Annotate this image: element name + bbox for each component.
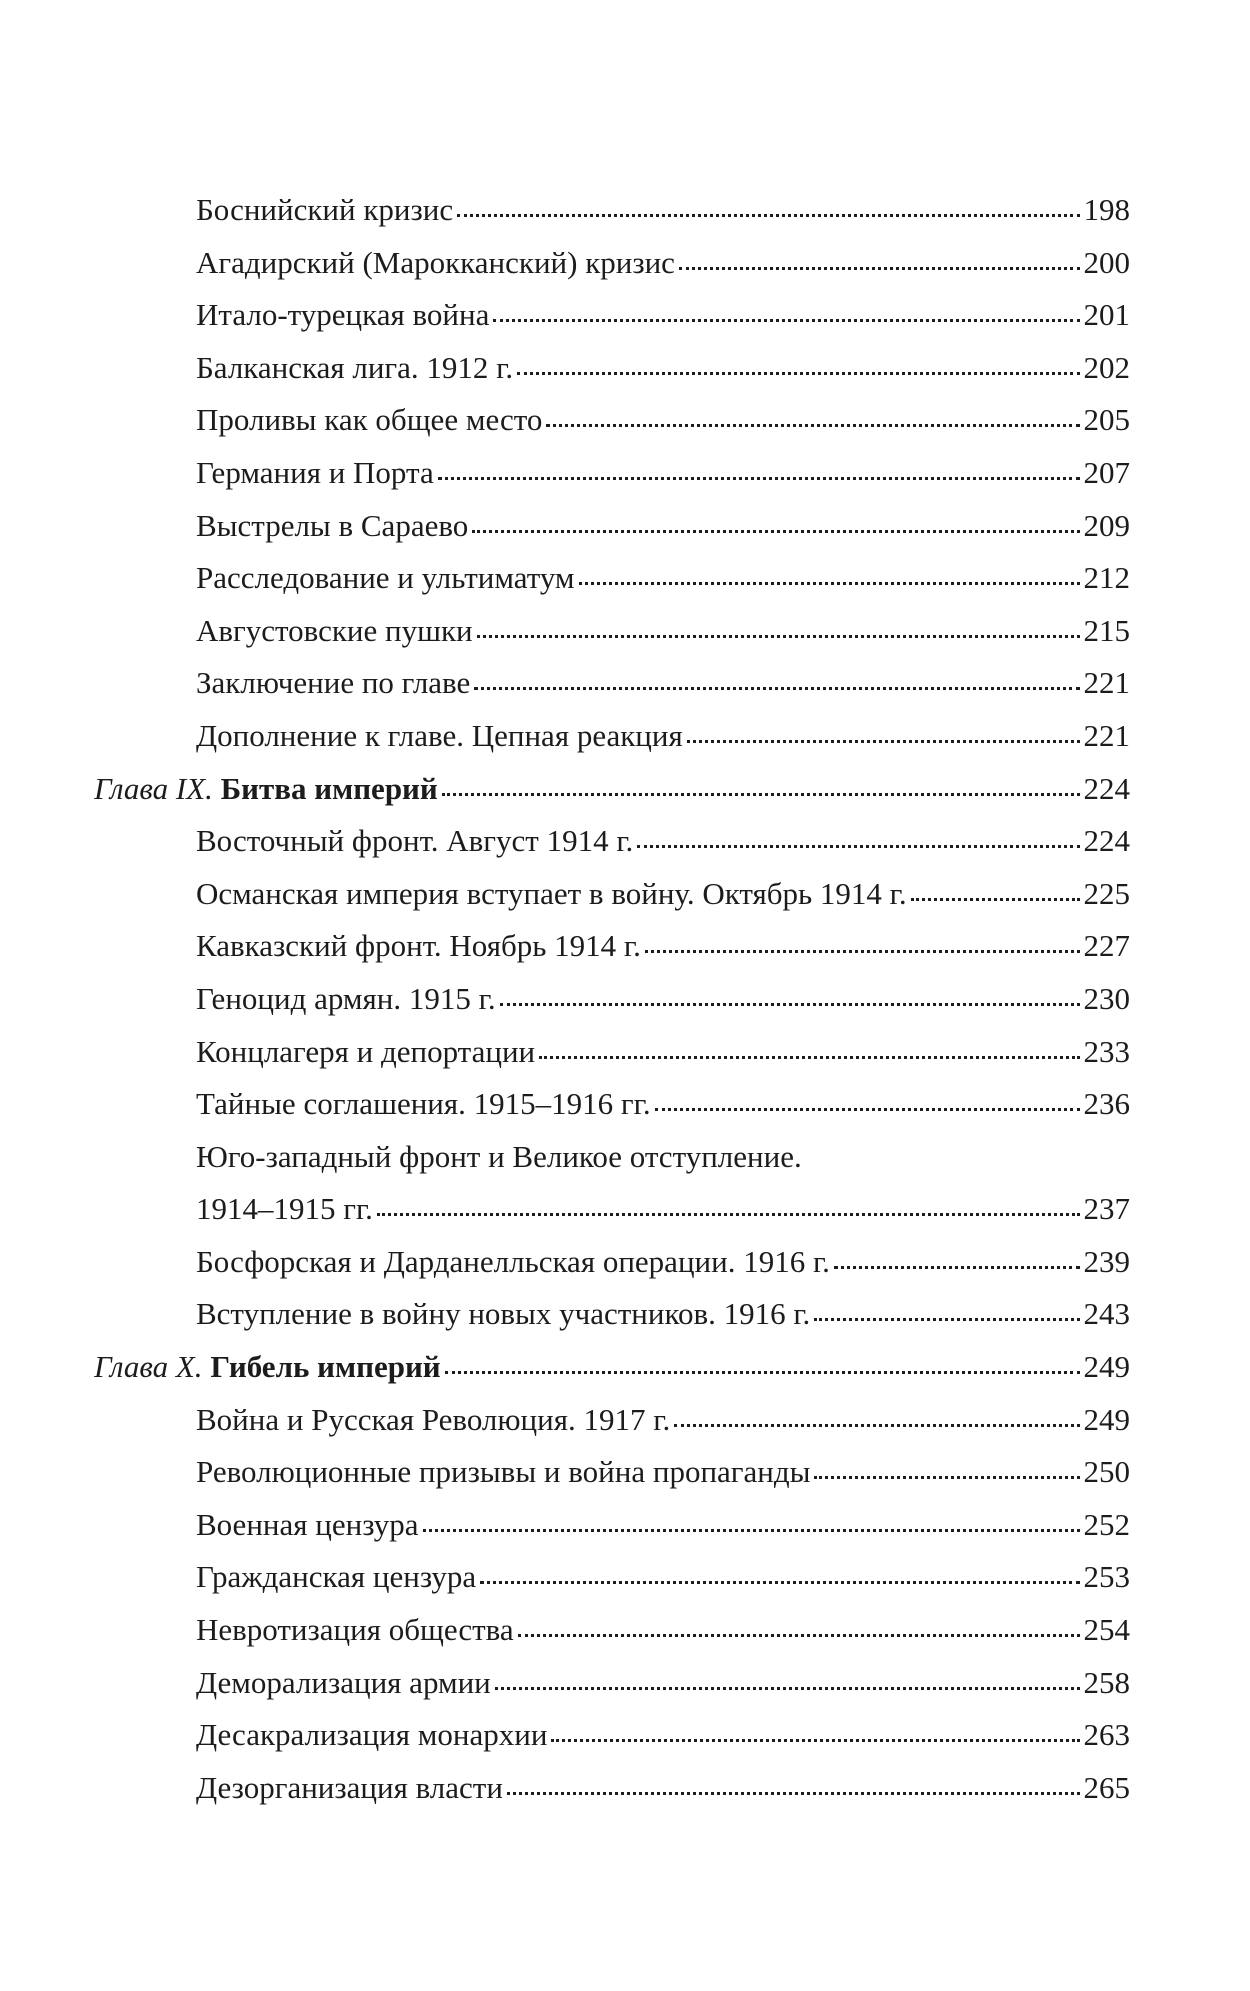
toc-entry	[94, 394, 1130, 447]
toc-entry	[94, 1551, 1130, 1604]
page-number: 209	[1083, 507, 1130, 543]
entry-title: Августовские пушки	[196, 612, 473, 648]
toc-entry	[94, 1394, 1130, 1447]
dot-leader	[500, 1002, 1080, 1006]
page-number: 227	[1083, 928, 1130, 964]
dot-leader	[493, 318, 1079, 322]
dot-leader	[480, 1580, 1079, 1584]
dot-leader	[507, 1791, 1080, 1795]
toc-entry	[94, 920, 1130, 973]
page-number: 239	[1083, 1243, 1130, 1279]
entry-title: Десакрализация монархии	[196, 1717, 548, 1753]
entry-title: Балканская лига. 1912 г.	[196, 349, 514, 385]
dot-leader	[518, 1633, 1080, 1637]
page-number: 243	[1083, 1296, 1130, 1332]
page-number: 230	[1083, 980, 1130, 1016]
toc-entry	[94, 1183, 1130, 1236]
entry-title: Османская империя вступает в войну. Октябрь 1914 г.	[196, 875, 907, 911]
page-number: 212	[1083, 560, 1130, 596]
page-number: 236	[1083, 1086, 1130, 1122]
toc-entry	[94, 973, 1130, 1026]
dot-leader	[474, 686, 1079, 690]
toc-entry	[94, 868, 1130, 921]
dot-leader	[674, 1423, 1079, 1427]
toc-entry	[94, 447, 1130, 500]
chapter-title: Битва империй	[220, 770, 438, 806]
entry-title: Германия и Порта	[196, 454, 434, 490]
toc-entry	[94, 710, 1130, 763]
toc-entry	[94, 1657, 1130, 1710]
page-number: 263	[1083, 1717, 1130, 1753]
dot-leader	[911, 897, 1080, 901]
toc-entry	[94, 552, 1130, 605]
page-number: 225	[1083, 875, 1130, 911]
chapter-heading	[94, 1341, 441, 1394]
entry-title: Невротизация общества	[196, 1612, 514, 1648]
dot-leader	[687, 739, 1080, 743]
table-of-contents	[94, 184, 1130, 1814]
dot-leader	[438, 476, 1080, 480]
toc-entry	[94, 1604, 1130, 1657]
toc-entry	[94, 1078, 1130, 1131]
page-number: 200	[1083, 244, 1130, 280]
page-number: 258	[1083, 1664, 1130, 1700]
toc-entry	[94, 289, 1130, 342]
dot-leader	[445, 1370, 1080, 1374]
chapter-label: Глава IX.	[94, 770, 213, 806]
page-number: 249	[1083, 1349, 1130, 1385]
entry-title: Тайные соглашения. 1915–1916 гг.	[196, 1086, 651, 1122]
chapter-label: Глава X.	[94, 1349, 203, 1385]
page-number: 201	[1083, 297, 1130, 333]
entry-title: Восточный фронт. Август 1914 г.	[196, 823, 634, 859]
entry-title: Выстрелы в Сараево	[196, 507, 469, 543]
entry-title: Дезорганизация власти	[196, 1769, 503, 1805]
dot-leader	[834, 1265, 1080, 1269]
page-number: 250	[1083, 1454, 1130, 1490]
page-number: 215	[1083, 612, 1130, 648]
dot-leader	[457, 213, 1079, 217]
toc-entry	[94, 1499, 1130, 1552]
entry-title: Агадирский (Марокканский) кризис	[196, 244, 675, 280]
toc-entry	[94, 500, 1130, 553]
dot-leader	[551, 1738, 1079, 1742]
toc-entry	[94, 657, 1130, 710]
dot-leader	[495, 1686, 1080, 1690]
chapter-title: Гибель империй	[210, 1349, 441, 1385]
dot-leader	[655, 1107, 1080, 1111]
toc-entry	[94, 815, 1130, 868]
entry-title: Итало-турецкая война	[196, 297, 490, 333]
entry-title: Расследование и ультиматум	[196, 560, 575, 596]
entry-title: Босфорская и Дарданелльская операции. 1916 г.	[196, 1243, 830, 1279]
chapter-heading	[94, 763, 438, 816]
page-number: 233	[1083, 1033, 1130, 1069]
entry-title: Юго-западный фронт и Великое отступление.	[196, 1138, 802, 1174]
toc-entry	[94, 1026, 1130, 1079]
dot-leader	[442, 792, 1080, 796]
toc-entry	[94, 184, 1130, 237]
entry-title: Концлагеря и депортации	[196, 1033, 536, 1069]
page-number: 252	[1083, 1506, 1130, 1542]
page-number: 254	[1083, 1612, 1130, 1648]
entry-title: Заключение по главе	[196, 665, 471, 701]
page-number: 205	[1083, 402, 1130, 438]
entry-title: 1914–1915 гг.	[196, 1191, 373, 1227]
toc-entry	[94, 1709, 1130, 1762]
page-number: 202	[1083, 349, 1130, 385]
toc-entry	[94, 1288, 1130, 1341]
toc-entry	[94, 237, 1130, 290]
entry-title: Дополнение к главе. Цепная реакция	[196, 717, 683, 753]
dot-leader	[472, 529, 1079, 533]
dot-leader	[517, 371, 1079, 375]
page-number: 237	[1083, 1191, 1130, 1227]
entry-title: Боснийский кризис	[196, 192, 454, 227]
dot-leader	[539, 1055, 1079, 1059]
entry-title: Военная цензура	[196, 1506, 419, 1542]
page-number: 207	[1083, 454, 1130, 490]
entry-title: Вступление в войну новых участников. 1916 г.	[196, 1296, 811, 1332]
page-number: 249	[1083, 1401, 1130, 1437]
page-number: 265	[1083, 1769, 1130, 1805]
toc-entry	[94, 605, 1130, 658]
dot-leader	[645, 949, 1080, 953]
page-number: 221	[1083, 665, 1130, 701]
entry-title: Гражданская цензура	[196, 1559, 477, 1595]
page-number: 198	[1083, 192, 1130, 227]
dot-leader	[423, 1528, 1080, 1532]
toc-entry	[94, 342, 1130, 395]
dot-leader	[814, 1317, 1079, 1321]
page-number: 224	[1083, 770, 1130, 806]
toc-chapter-entry	[94, 1341, 1130, 1394]
entry-title: Проливы как общее место	[196, 402, 543, 438]
toc-entry	[94, 1762, 1130, 1815]
dot-leader	[477, 634, 1080, 638]
page-number: 224	[1083, 823, 1130, 859]
dot-leader	[637, 844, 1079, 848]
dot-leader	[679, 266, 1080, 270]
entry-title: Война и Русская Революция. 1917 г.	[196, 1401, 671, 1437]
entry-title: Деморализация армии	[196, 1664, 491, 1700]
toc-entry	[94, 1236, 1130, 1289]
dot-leader	[814, 1475, 1079, 1479]
entry-title: Революционные призывы и война пропаганды	[196, 1454, 811, 1490]
page-number: 253	[1083, 1559, 1130, 1595]
toc-chapter-entry	[94, 763, 1130, 816]
dot-leader	[377, 1212, 1080, 1216]
entry-title: Геноцид армян. 1915 г.	[196, 980, 496, 1016]
dot-leader	[546, 423, 1079, 427]
toc-entry	[94, 1446, 1130, 1499]
toc-entry-continued	[94, 1131, 1130, 1184]
entry-title: Кавказский фронт. Ноябрь 1914 г.	[196, 928, 641, 964]
page-number: 221	[1083, 717, 1130, 753]
dot-leader	[579, 581, 1080, 585]
